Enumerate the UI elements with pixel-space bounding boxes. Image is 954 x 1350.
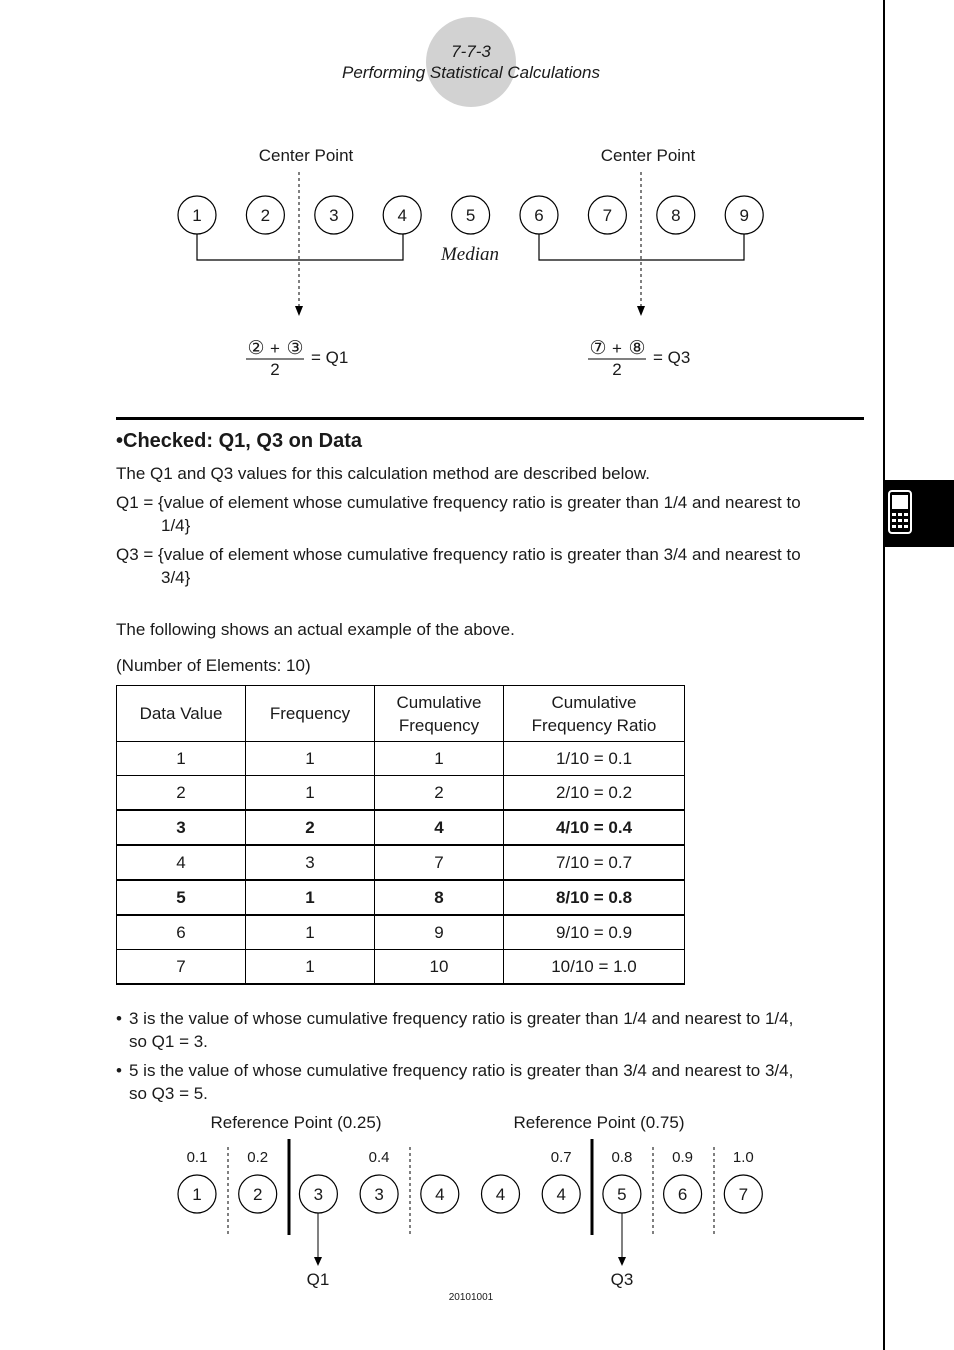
table-cell: 4 xyxy=(117,845,246,880)
header-decoration-circle xyxy=(426,17,516,107)
intro-paragraph: The Q1 and Q3 values for this calculation method are described below. xyxy=(116,464,650,483)
center-point-label-right: Center Point xyxy=(600,146,696,165)
table-cell: 10 xyxy=(375,950,504,985)
frequency-table xyxy=(116,685,685,985)
q3-numerator-a: ⑦ xyxy=(589,338,607,359)
ratio-label: 0.8 xyxy=(611,1149,633,1166)
page-title: Performing Statistical Calculations xyxy=(342,63,600,82)
heading-bullet: • xyxy=(116,430,124,452)
table-row-q1 xyxy=(117,810,685,845)
table-cell: 3 xyxy=(246,845,375,880)
table-cell: 4 xyxy=(375,810,504,845)
q3-pointer-head xyxy=(618,1257,626,1266)
reference-point-025-label: Reference Point (0.25) xyxy=(210,1113,382,1132)
table-cell: 1/10 = 0.1 xyxy=(504,742,685,776)
node-label: 7 xyxy=(738,1185,749,1204)
q1-numerator-a: ② xyxy=(247,338,265,359)
footer-code: 20101001 xyxy=(448,1292,494,1303)
table-cell: 6 xyxy=(117,915,246,950)
node-label: 3 xyxy=(374,1185,384,1204)
node-label: 7 xyxy=(602,206,613,225)
header-ratio-line2: Frequency Ratio xyxy=(531,715,657,735)
heading-text: Checked: Q1, Q3 on Data xyxy=(123,430,362,452)
bullet-q3-line2: so Q3 = 5. xyxy=(129,1084,208,1103)
node-label: 9 xyxy=(739,206,749,225)
table-cell: 10/10 = 1.0 xyxy=(504,950,685,985)
median-label: Median xyxy=(440,244,500,265)
header-cumulative-frequency-line2: Frequency xyxy=(398,715,480,735)
table-cell: 7 xyxy=(117,950,246,985)
q3-numerator-b: ⑧ xyxy=(628,338,646,359)
median-quartile-diagram xyxy=(0,130,880,390)
node-label: 2 xyxy=(252,1185,263,1204)
ratio-label: 0.2 xyxy=(247,1149,269,1166)
q1-definition-line1: Q1 = {value of element whose cumulative frequency ratio is greater than 1/4 and nearest to xyxy=(116,493,801,512)
table-cell: 1 xyxy=(246,742,375,776)
lower-half-bracket xyxy=(197,234,403,260)
node-label: 2 xyxy=(260,206,271,225)
top-node-row xyxy=(178,196,763,234)
node-label: 5 xyxy=(617,1185,627,1204)
q3-definition-line1: Q3 = {value of element whose cumulative frequency ratio is greater than 3/4 and nearest to xyxy=(116,545,801,564)
node-label: 4 xyxy=(556,1185,566,1204)
q3-plus: + xyxy=(612,339,622,358)
bullet-mark: • xyxy=(116,1061,122,1080)
q3-formula xyxy=(588,338,690,379)
ratio-label: 1.0 xyxy=(732,1149,754,1166)
ratio-label: 0.9 xyxy=(672,1149,694,1166)
bottom-node-row xyxy=(178,1175,762,1213)
table-cell: 2 xyxy=(246,810,375,845)
table-cell: 1 xyxy=(117,742,246,776)
table-cell: 1 xyxy=(246,880,375,915)
bullet-q3 xyxy=(116,1059,856,1105)
table-cell: 8 xyxy=(375,880,504,915)
q1-denominator: 2 xyxy=(270,360,280,379)
section-divider xyxy=(116,417,864,420)
reference-point-diagram xyxy=(0,1105,880,1290)
reference-point-075-label: Reference Point (0.75) xyxy=(513,1113,685,1132)
table-cell: 9/10 = 0.9 xyxy=(504,915,685,950)
node-label: 1 xyxy=(192,206,202,225)
arrow-head-left xyxy=(295,306,303,316)
table-cell: 5 xyxy=(117,880,246,915)
q1-pointer-head xyxy=(314,1257,322,1266)
table-cell: 8/10 = 0.8 xyxy=(504,880,685,915)
table-cell: 7/10 = 0.7 xyxy=(504,845,685,880)
ratio-label: 0.4 xyxy=(368,1149,390,1166)
q3-label: Q3 xyxy=(610,1270,634,1289)
table-header-row xyxy=(117,686,685,742)
bullet-q1-line2: so Q1 = 3. xyxy=(129,1032,208,1051)
q1-label: Q1 xyxy=(306,1270,330,1289)
example-intro: The following shows an actual example of the above. xyxy=(116,620,515,639)
node-label: 4 xyxy=(397,206,407,225)
table-cell: 2/10 = 0.2 xyxy=(504,776,685,811)
ratio-label: 0.7 xyxy=(550,1149,572,1166)
header-ratio-line1: Cumulative xyxy=(551,692,637,712)
ratio-label: 0.1 xyxy=(186,1149,208,1166)
node-label: 1 xyxy=(192,1185,202,1204)
bullet-q1 xyxy=(116,1007,856,1053)
table-cell: 3 xyxy=(117,810,246,845)
center-point-label-left: Center Point xyxy=(258,146,354,165)
ratio-label-row xyxy=(187,1149,754,1166)
q1-definition-line2: 1/4} xyxy=(161,516,191,535)
q3-definition-line2: 3/4} xyxy=(161,568,191,587)
table-cell: 2 xyxy=(117,776,246,811)
node-label: 3 xyxy=(329,206,339,225)
header-cumulative-frequency-line1: Cumulative xyxy=(396,692,482,712)
section-heading xyxy=(116,430,362,453)
table-cell: 1 xyxy=(246,776,375,811)
node-label: 3 xyxy=(313,1185,324,1204)
q3-definition xyxy=(116,543,856,589)
q1-formula xyxy=(246,338,348,379)
table-cell: 1 xyxy=(246,950,375,985)
table-cell: 9 xyxy=(375,915,504,950)
table-row xyxy=(117,845,685,880)
q3-result: = Q3 xyxy=(653,348,691,367)
table-cell: 2 xyxy=(375,776,504,811)
table-row xyxy=(117,915,685,950)
header-cumulative-frequency-ratio xyxy=(504,686,685,742)
q1-plus: + xyxy=(270,339,280,358)
q1-numerator-b: ③ xyxy=(286,338,304,359)
bullet-q1-line1: 3 is the value of whose cumulative frequency ratio is greater than 1/4 and nearest to 1/4, xyxy=(129,1009,794,1028)
header-cumulative-frequency xyxy=(375,686,504,742)
table-cell: 7 xyxy=(375,845,504,880)
bullet-mark: • xyxy=(116,1009,122,1028)
node-label: 5 xyxy=(465,206,476,225)
right-margin-rule xyxy=(883,0,885,1350)
node-label: 6 xyxy=(677,1185,688,1204)
node-label: 4 xyxy=(495,1185,506,1204)
arrow-head-right xyxy=(637,306,645,316)
table-cell: 1 xyxy=(246,915,375,950)
q3-denominator: 2 xyxy=(612,360,622,379)
table-cell: 4/10 = 0.4 xyxy=(504,810,685,845)
q1-result: = Q1 xyxy=(311,348,349,367)
node-label: 4 xyxy=(435,1185,445,1204)
table-cell: 1 xyxy=(375,742,504,776)
table-row xyxy=(117,950,685,985)
calculator-icon xyxy=(888,490,912,534)
node-label: 6 xyxy=(534,206,544,225)
header-data-value: Data Value xyxy=(117,686,246,742)
element-count: (Number of Elements: 10) xyxy=(116,656,311,675)
node-label: 8 xyxy=(671,206,681,225)
table-row-q3 xyxy=(117,880,685,915)
header-frequency: Frequency xyxy=(246,686,375,742)
table-row xyxy=(117,742,685,776)
q1-definition xyxy=(116,491,856,537)
page-number: 7-7-3 xyxy=(451,42,491,61)
bullet-q3-line1: 5 is the value of whose cumulative frequency ratio is greater than 3/4 and nearest to 3/4, xyxy=(129,1061,794,1080)
table-row xyxy=(117,776,685,811)
